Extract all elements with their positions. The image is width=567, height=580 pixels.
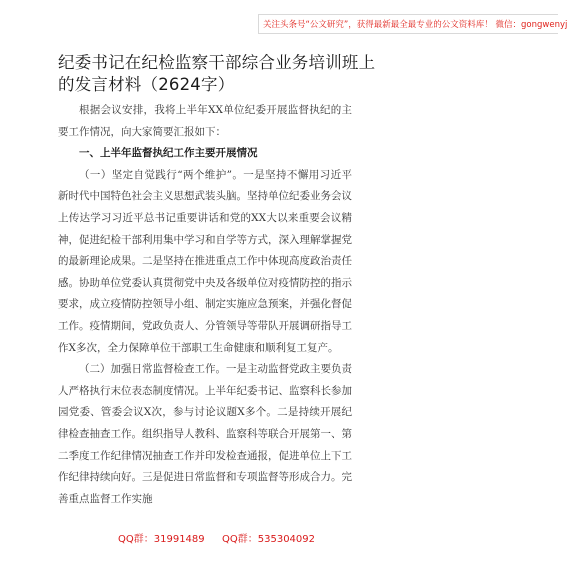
document-body bbox=[58, 100, 352, 510]
qq-group-2: QQ群：535304092 bbox=[222, 534, 316, 545]
section-heading: 一、上半年监督执纪工作主要开展情况 bbox=[79, 147, 258, 160]
qq-group-1: QQ群：31991489 bbox=[118, 534, 205, 545]
intro-paragraph: 根据会议安排，我将上半年XX单位纪委开展监督执纪的主要工作情况，向大家简要汇报如下： bbox=[58, 104, 352, 138]
document-title: 纪委书记在纪检监察干部综合业务培训班上的发言材料（2624字） bbox=[58, 53, 376, 94]
paragraph-2: （二）加强日常监督检查工作。一是主动监督党政主要负责人严格执行末位表态制度情况。上半年纪委书记、监察科长参加园党委、管委会议X次，参与讨论议题X多个。二是持续开展纪律检查抽查工作。组织指导人教科、监察科等联合开展第一、第二季度工作纪律情况抽查工作并印发检查通报，促进单位上下工作纪律持续向好。三是促进日常监督和专项监督等形成合力。完善重点监督工作实施 bbox=[58, 363, 352, 505]
promo-banner bbox=[258, 14, 567, 34]
footer bbox=[0, 530, 408, 550]
paragraph-1: （一）坚定自觉践行“两个维护”。一是坚持不懈用习近平新时代中国特色社会主义思想武装头脑。坚持单位纪委业务会议上传达学习习近平总书记重要讲话和党的XX大以来重要会议精神，促进纪检干部利用集中学习和自学等方式，深入理解掌握党的最新理论成果。二是坚持在推进重点工作中体现高度政治责任感。协助单位党委认真贯彻党中央及各级单位对疫情防控的指示要求，成立疫情防控领导小组、制定实施应急预案，并强化督促工作。疫情期间，党政负责人、分管领导等带队开展调研指导工作X多次，全力保障单位干部职工生命健康和顺利复工复产。 bbox=[58, 168, 352, 354]
promo-banner-text: 关注头条号“公文研究”，获得最新最全最专业的公文资料库！ 微信：gongwenyj bbox=[263, 20, 567, 30]
